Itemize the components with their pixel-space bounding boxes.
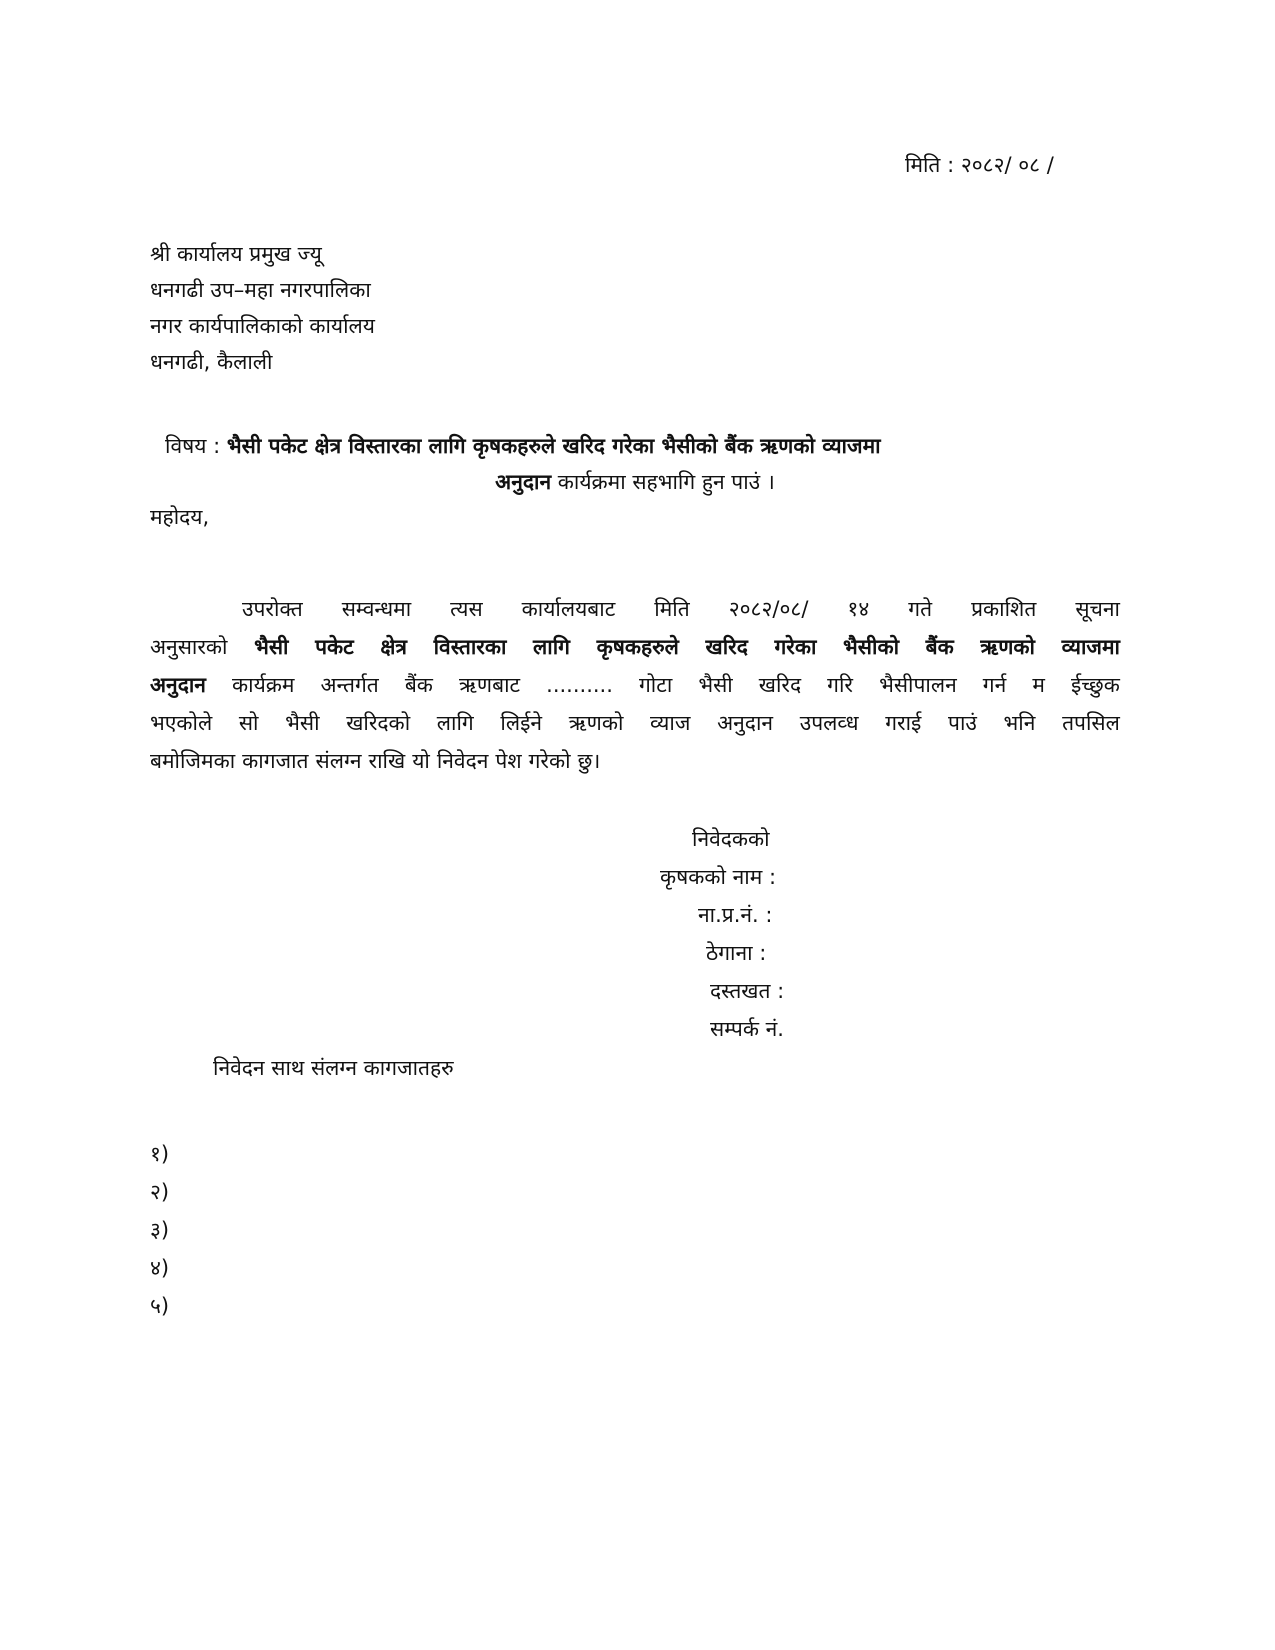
body-word: मिति bbox=[654, 597, 690, 621]
body-word: गरि bbox=[827, 673, 854, 697]
body-word: उपरोक्त bbox=[242, 597, 303, 621]
salutation: महोदय, bbox=[150, 505, 210, 529]
body-word: गराई bbox=[885, 711, 922, 735]
body-word: गरेको bbox=[528, 749, 571, 773]
attachment-item: २) bbox=[150, 1180, 170, 1204]
recipient-line-4: धनगढी, कैलाली bbox=[150, 350, 273, 374]
body-word: त्यस bbox=[450, 597, 483, 621]
body-word: बमोजिमका bbox=[150, 749, 236, 773]
body-word: कृषकहरुले bbox=[596, 635, 679, 659]
subject-rest-line-2: कार्यक्रमा सहभागि हुन पाउं । bbox=[557, 470, 775, 494]
body-word: भैसी bbox=[285, 711, 320, 735]
recipient-line-2: धनगढी उप–महा नगरपालिका bbox=[150, 278, 371, 302]
body-word: व्याजमा bbox=[1061, 635, 1120, 659]
body-word: व्याज bbox=[650, 711, 691, 735]
date-line: मिति : २०८२/ ०८ / bbox=[905, 153, 1054, 177]
body-word: विस्तारका bbox=[433, 635, 507, 659]
body-line-4 bbox=[150, 704, 1120, 742]
body-word: क्षेत्र bbox=[380, 635, 407, 659]
body-word: अनुदान bbox=[717, 711, 774, 735]
attachments-list bbox=[150, 1135, 169, 1325]
body-word: पेश bbox=[495, 749, 522, 773]
body-word: .......... bbox=[546, 673, 613, 697]
body-word: २०८२/०८/ bbox=[728, 597, 809, 621]
body-word: बैंक bbox=[404, 673, 433, 697]
subject-block bbox=[150, 428, 1120, 500]
body-word: लिईने bbox=[500, 711, 543, 735]
body-word: भनि bbox=[1003, 711, 1036, 735]
body-paragraph bbox=[150, 590, 1120, 780]
body-word: तपसिल bbox=[1062, 711, 1120, 735]
body-word: छु। bbox=[577, 749, 601, 773]
body-word: पकेट bbox=[315, 635, 354, 659]
body-word: १४ bbox=[847, 597, 870, 621]
subject-prefix: विषय : bbox=[165, 434, 221, 458]
body-word: कागजात bbox=[242, 749, 309, 773]
body-word: लागि bbox=[436, 711, 474, 735]
body-word: ऋणको bbox=[980, 635, 1035, 659]
body-word: सम्वन्धमा bbox=[341, 597, 412, 621]
body-line-2 bbox=[150, 628, 1120, 666]
body-line-3 bbox=[150, 666, 1120, 704]
subject-bold-line-2: अनुदान bbox=[495, 470, 552, 494]
attachment-item: ३) bbox=[150, 1218, 170, 1242]
body-word: पाउं bbox=[948, 711, 977, 735]
body-word: अनुदान bbox=[150, 673, 206, 697]
subject-line-1 bbox=[150, 428, 1120, 464]
applicant-contact-field: सम्पर्क नं. bbox=[710, 1017, 784, 1041]
attachments-title: निवेदन साथ संलग्न कागजातहरु bbox=[213, 1056, 454, 1080]
body-word: खरिद bbox=[705, 635, 748, 659]
body-word: लागि bbox=[533, 635, 570, 659]
body-word: गते bbox=[908, 597, 933, 621]
body-word: निवेदन bbox=[436, 749, 489, 773]
body-word: ऋणको bbox=[568, 711, 624, 735]
body-word: कार्यक्रम bbox=[232, 673, 295, 697]
subject-bold-line-1: भैसी पकेट क्षेत्र विस्तारका लागि कृषकहरुले खरिद गरेका भैसीको बैंक ऋणको व्याजमा bbox=[226, 434, 881, 458]
body-word: भैसीपालन bbox=[879, 673, 957, 697]
applicant-signature-field: दस्तखत : bbox=[710, 979, 785, 1003]
recipient-line-3: नगर कार्यपालिकाको कार्यालय bbox=[150, 314, 375, 338]
recipient-address-block bbox=[150, 236, 375, 380]
body-word: भएकोले bbox=[150, 711, 213, 735]
body-word: गरेका bbox=[774, 635, 817, 659]
body-line-5 bbox=[150, 742, 1120, 780]
body-word: गर्न bbox=[982, 673, 1007, 697]
body-word: सो bbox=[238, 711, 259, 735]
body-word: राखि bbox=[368, 749, 406, 773]
applicant-name-field: कृषकको नाम : bbox=[660, 865, 777, 889]
applicant-heading: निवेदकको bbox=[692, 827, 770, 851]
attachment-item: ४) bbox=[150, 1256, 170, 1280]
body-word: बैंक bbox=[925, 635, 954, 659]
attachment-item: १) bbox=[150, 1142, 170, 1166]
body-word: प्रकाशित bbox=[971, 597, 1037, 621]
body-word: गोटा bbox=[638, 673, 673, 697]
body-word: भैसीको bbox=[843, 635, 900, 659]
body-line-1 bbox=[150, 590, 1120, 628]
body-word: अनुसारको bbox=[150, 635, 228, 659]
body-word: यो bbox=[412, 749, 430, 773]
applicant-citizenship-field: ना.प्र.नं. : bbox=[698, 903, 773, 927]
applicant-address-field: ठेगाना : bbox=[706, 941, 767, 965]
body-word: ईच्छुक bbox=[1070, 673, 1120, 697]
body-word: कार्यालयबाट bbox=[521, 597, 616, 621]
subject-line-2 bbox=[150, 464, 1120, 500]
body-word: उपलव्ध bbox=[799, 711, 859, 735]
applicant-details bbox=[660, 820, 880, 1048]
body-word: सूचना bbox=[1075, 597, 1120, 621]
body-word: खरिद bbox=[758, 673, 802, 697]
body-word: भैसी bbox=[254, 635, 289, 659]
body-word: अन्तर्गत bbox=[320, 673, 379, 697]
body-word: संलग्न bbox=[315, 749, 362, 773]
recipient-line-1: श्री कार्यालय प्रमुख ज्यू bbox=[150, 242, 322, 266]
body-word: भैसी bbox=[698, 673, 733, 697]
attachment-item: ५) bbox=[150, 1294, 170, 1318]
body-word: खरिदको bbox=[346, 711, 411, 735]
body-word: ऋणबाट bbox=[458, 673, 521, 697]
body-word: म bbox=[1032, 673, 1045, 697]
